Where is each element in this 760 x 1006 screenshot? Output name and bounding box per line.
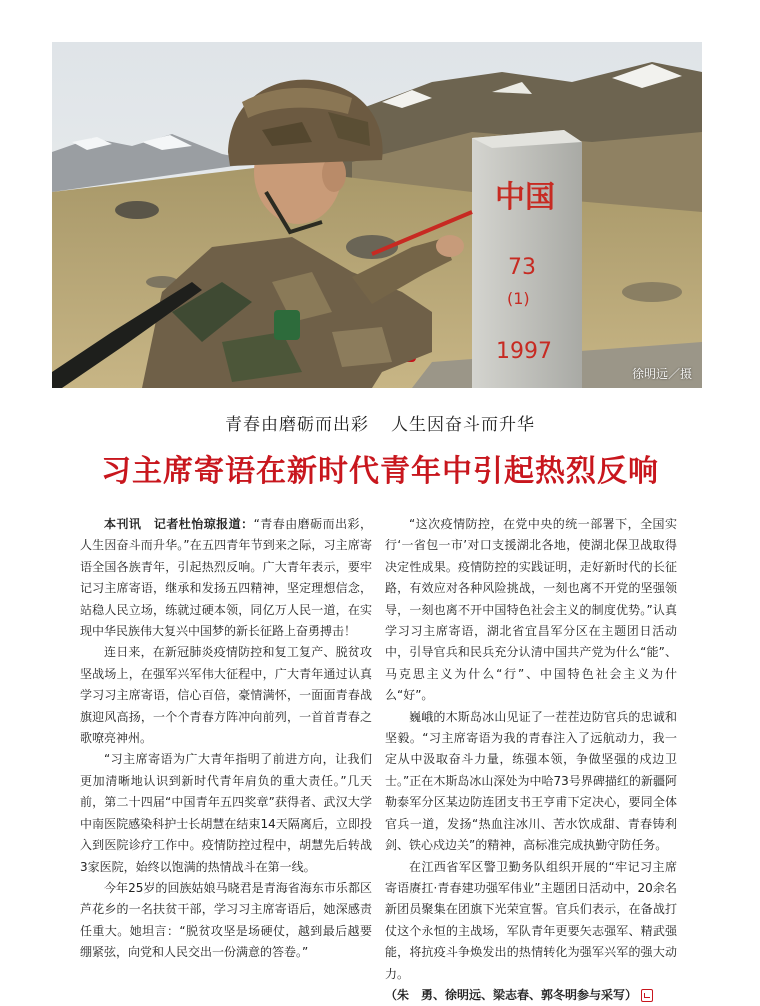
soldier-painting-border-marker-illustration [52,42,702,388]
subtitle [0,410,760,435]
marker-year-text: 1997 [496,339,552,364]
article-paragraph: “这次疫情防控，在党中央的统一部署下，全国实行‘一省包一市’对口支援湖北各地，使湖北保卫战取得决定性成果。疫情防控的实践证明，走好新时代的长征路，有效应对各种风险挑战，一刻也离不开党的坚强领导，一刻也离不开中国特色社会主义的制度优势。”认真学习习主席寄语，湖北省宜昌军分区在主题团日活动中，引导官兵和民兵充分认清中国共产党为什么“能”、马克思主义为什么“行”、中国特色社会主义为什么“好”。 [385,517,677,703]
article-paragraph: 连日来，在新冠肺炎疫情防控和复工复产、脱贫攻坚战场上，在强军兴军伟大征程中，广大青年通过认真学习习主席寄语，信心百倍，豪情满怀，一面面青春战旗迎风高扬，一个个青春方阵冲向前列，一首首青春之歌嘹亮神州。 [80,645,372,746]
marker-country-text: 中国 [495,180,555,215]
cover-photo [52,42,702,388]
article-end-icon [641,989,653,1002]
authors-note: （朱 勇、徐明远、梁志春、郭冬明参与采写） [385,985,677,1006]
article-paragraph: 今年25岁的回族姑娘马晓君是青海省海东市乐都区芦花乡的一名扶贫干部，学习习主席寄语后，她深感责任重大。她坦言：“脱贫攻坚是场硬仗，越到最后越要绷紧弦，向党和人民交出一份满意的答卷。” [80,880,372,960]
article-paragraph: 本刊讯 记者杜怡琼报道：“青春由磨砺而出彩，人生因奋斗而升华。”在五四青年节到来之际，习主席寄语全国各族青年，引起热烈反响。广大青年表示，要牢记习主席寄语，继承和发扬五四精神，坚定理想信念，站稳人民立场，练就过硬本领，同亿万人民一道，在实现中华民族伟大复兴中国梦的新长征路上奋勇搏击！ [80,517,372,639]
marker-sub-text: (1) [507,289,530,308]
subtitle-part-1: 青春由磨砺而出彩 [225,415,369,435]
marker-number-text: 73 [508,255,536,280]
article-column-left [80,514,372,964]
photo-credit: 徐明远／摄 [631,367,692,381]
subtitle-part-2: 人生因奋斗而升华 [391,415,535,435]
headline: 习主席寄语在新时代青年中引起热烈反响 [101,454,659,489]
article-paragraph: 在江西省军区警卫勤务队组织开展的“牢记习主席寄语赓扛·青春建功强军伟业”主题团日活动中，20余名新团员聚集在团旗下光荣宣誓。官兵们表示，在备战打仗这个永恒的主战场，军队青年更要矢志强军、精武强能，将抗疫斗争焕发出的热情转化为强军兴军的强大动力。 [385,859,677,981]
article-column-right [385,514,677,1006]
article-paragraph: 巍峨的木斯岛冰山见证了一茬茬边防官兵的忠诚和坚毅。“习主席寄语为我的青春注入了远航动力，我一定从中汲取奋斗力量，练强本领，争做坚强的戍边卫士。”正在木斯岛冰山深处为中哈73号界碑描红的新疆阿勒泰军分区某边防连团支书王亨甫下定决心，要同全体官兵一道，发扬“热血注冰川、苦水饮成甜、青春铸利剑、铁心戍边关”的精神，高标准完成执勤守防任务。 [385,709,677,853]
article-paragraph: “习主席寄语为广大青年指明了前进方向，让我们更加清晰地认识到新时代青年肩负的重大责任。”几天前，第二十四届“中国青年五四奖章”获得者、武汉大学中南医院感染科护士长胡慧在结束14天隔离后，立即投入到医院诊疗工作中。疫情防控过程中，胡慧先后转战3家医院，始终以饱满的热情战斗在第一线。 [80,752,372,874]
byline: 本刊讯 记者杜怡琼报道： [104,517,254,531]
